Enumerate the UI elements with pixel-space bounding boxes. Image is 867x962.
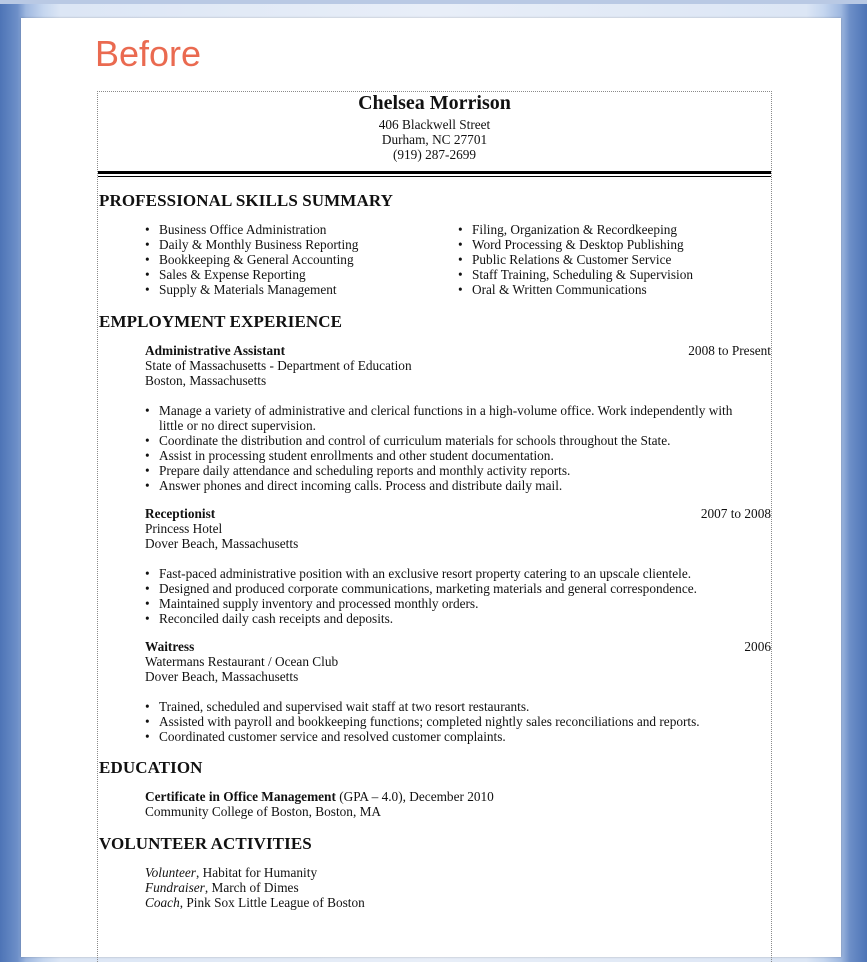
list-item: • Oral & Written Communications [458,282,693,297]
list-item: • Word Processing & Desktop Publishing [458,237,693,252]
list-item: • Fast-paced administrative position with an exclusive resort property catering to an upscale clientele. [145,566,697,581]
volunteer-item [145,865,317,880]
header-rule-thin [98,176,771,177]
list-item: • Manage a variety of administrative and clerical functions in a high-volume office. Work independently with little or no direct supervision. [145,403,755,433]
job-dates: 2006 [744,639,771,654]
resume-document [97,91,772,962]
list-item: • Bookkeeping & General Accounting [145,252,358,267]
volunteer-org: , Habitat for Humanity [195,865,318,880]
list-item: • Filing, Organization & Recordkeeping [458,222,693,237]
job-bullets [145,566,697,626]
volunteer-item [145,895,365,910]
address-line-2: Durham, NC 27701 [381,132,488,147]
list-item: • Trained, scheduled and supervised wait staff at two resort restaurants. [145,699,700,714]
job-location: Dover Beach, Massachusetts [145,536,299,551]
volunteer-org: , March of Dimes [204,880,299,895]
skills-list-left [145,222,358,297]
volunteer-role: Fundraiser [145,880,205,895]
list-item: • Maintained supply inventory and processed monthly orders. [145,596,697,611]
job-location: Boston, Massachusetts [145,373,267,388]
job-title: Administrative Assistant [145,343,285,358]
job-location: Dover Beach, Massachusetts [145,669,299,684]
list-item: • Public Relations & Customer Service [458,252,693,267]
list-item: • Business Office Administration [145,222,358,237]
job-employer: Watermans Restaurant / Ocean Club [145,654,339,669]
list-item: • Sales & Expense Reporting [145,267,358,282]
job-title: Receptionist [145,506,216,521]
list-item: • Assisted with payroll and bookkeeping functions; completed nightly sales reconciliations and reports. [145,714,700,729]
volunteer-role: Volunteer [145,865,196,880]
list-item: • Coordinated customer service and resolved customer complaints. [145,729,700,744]
skills-heading: PROFESSIONAL SKILLS SUMMARY [99,191,393,210]
before-label: Before [95,33,202,74]
list-item: • Staff Training, Scheduling & Supervision [458,267,693,282]
job-bullets [145,403,755,493]
header-rule-thick [98,171,771,174]
resume-name: Chelsea Morrison [358,92,511,114]
list-item: • Answer phones and direct incoming calls. Process and distribute daily mail. [145,478,755,493]
education-degree: Certificate in Office Management [145,789,336,804]
list-item: • Reconciled daily cash receipts and deposits. [145,611,697,626]
volunteer-role: Coach [145,895,180,910]
list-item: • Coordinate the distribution and control of curriculum materials for schools throughout the State. [145,433,755,448]
list-item: • Assist in processing student enrollments and other student documentation. [145,448,755,463]
address-line-1: 406 Blackwell Street [378,117,491,132]
job-employer: Princess Hotel [145,521,223,536]
education-school: Community College of Boston, Boston, MA [145,804,382,819]
list-item: • Daily & Monthly Business Reporting [145,237,358,252]
list-item: • Designed and produced corporate communications, marketing materials and general correspondence. [145,581,697,596]
volunteer-item [145,880,299,895]
job-employer: State of Massachusetts - Department of Education [145,358,412,373]
job-bullets [145,699,700,744]
job-dates: 2007 to 2008 [700,506,771,521]
employment-heading: EMPLOYMENT EXPERIENCE [99,312,343,331]
list-item: • Prepare daily attendance and scheduling reports and monthly activity reports. [145,463,755,478]
list-item: • Supply & Materials Management [145,282,358,297]
job-dates: 2008 to Present [688,343,771,358]
volunteer-heading: VOLUNTEER ACTIVITIES [99,834,312,853]
page [21,18,841,957]
education-heading: EDUCATION [99,758,203,777]
education-details: (GPA – 4.0), December 2010 [335,789,494,804]
job-title: Waitress [145,639,195,654]
education-degree-line [145,789,494,804]
phone: (919) 287-2699 [392,147,477,162]
volunteer-org: , Pink Sox Little League of Boston [179,895,365,910]
skills-list-right [458,222,693,297]
window-top-edge [0,0,867,4]
